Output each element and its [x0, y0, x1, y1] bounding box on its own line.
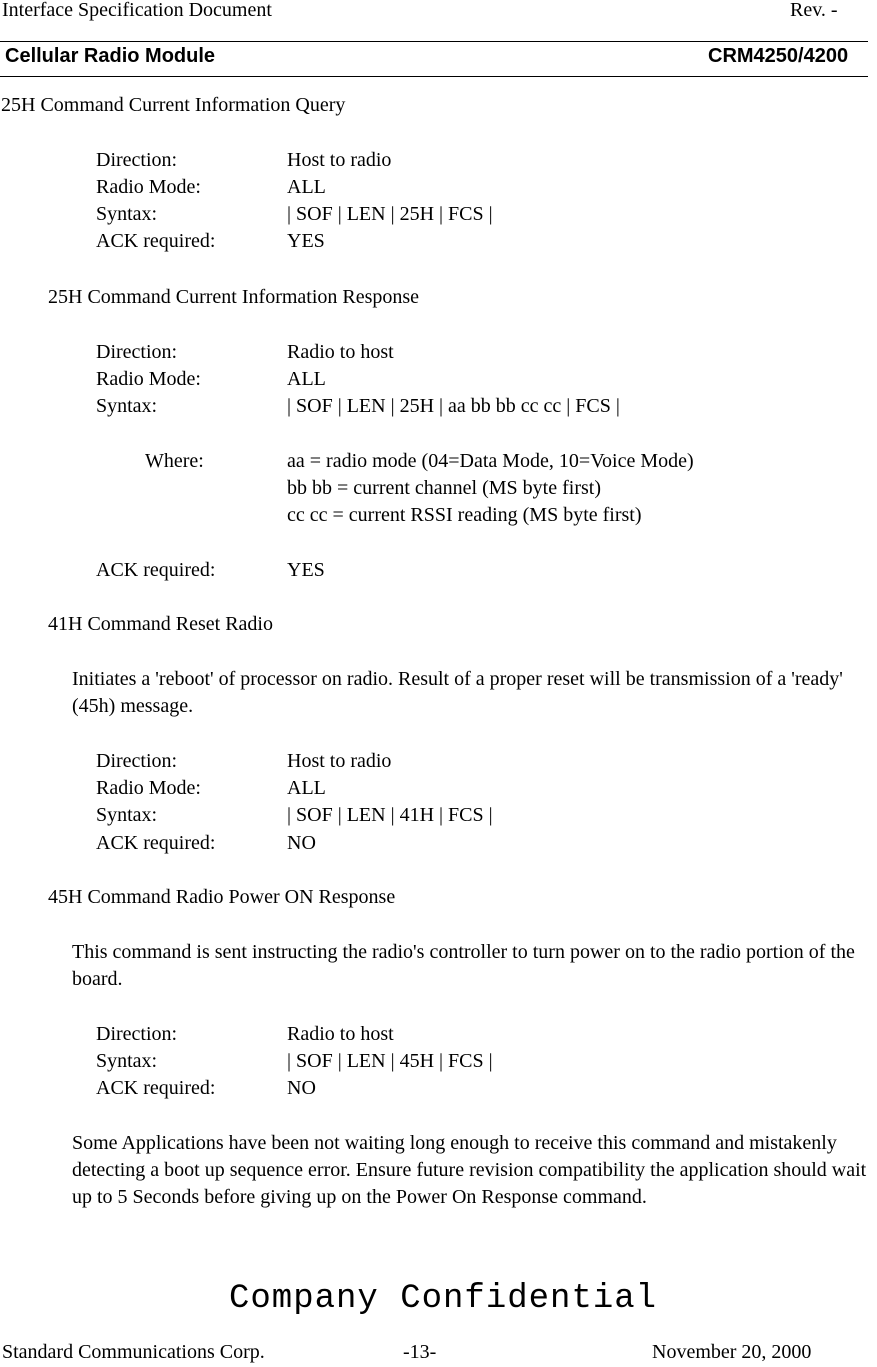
label-ack-required: ACK required: [96, 832, 216, 854]
footer-company: Standard Communications Corp. [2, 1341, 265, 1363]
label-direction: Direction: [96, 149, 178, 171]
document-title: Interface Specification Document [2, 0, 272, 21]
label-direction: Direction: [96, 341, 178, 363]
value-radio-mode: ALL [287, 176, 326, 198]
value-direction: Host to radio [287, 149, 392, 171]
section-note-45h: Some Applications have been not waiting long enough to receive this command and mistakenly detecting a boot up sequence error. Ensure future revision compatibility the application should wait up to 5 Seconds before giving up on the Power On Response command. [72, 1132, 867, 1208]
value-syntax: | SOF | LEN | 45H | FCS | [287, 1050, 493, 1072]
label-ack-required: ACK required: [96, 1077, 216, 1099]
revision-label: Rev. - [790, 0, 838, 21]
value-radio-mode: ALL [287, 368, 326, 390]
label-syntax: Syntax: [96, 203, 158, 225]
value-ack-required: NO [287, 832, 316, 854]
label-ack-required: ACK required: [96, 230, 216, 252]
header-rule-top [0, 41, 868, 42]
model-number: CRM4250/4200 [708, 45, 849, 67]
section-title-41h: 41H Command Reset Radio [48, 613, 273, 635]
confidential-watermark: Company Confidential [229, 1280, 658, 1318]
value-syntax: | SOF | LEN | 25H | FCS | [287, 203, 493, 225]
label-ack-required: ACK required: [96, 559, 216, 581]
value-ack-required: NO [287, 1077, 316, 1099]
label-direction: Direction: [96, 1023, 178, 1045]
value-syntax: | SOF | LEN | 41H | FCS | [287, 804, 493, 826]
footer-page-number: -13- [403, 1341, 437, 1363]
section-title-45h: 45H Command Radio Power ON Response [48, 886, 396, 908]
value-ack-required: YES [287, 559, 325, 581]
where-item: bb bb = current channel (MS byte first) [287, 477, 601, 499]
section-title-25h-response: 25H Command Current Information Response [48, 286, 420, 308]
footer-date: November 20, 2000 [652, 1341, 812, 1363]
label-radio-mode: Radio Mode: [96, 176, 201, 198]
label-where: Where: [145, 450, 204, 472]
where-item: cc cc = current RSSI reading (MS byte first) [287, 504, 642, 526]
value-radio-mode: ALL [287, 777, 326, 799]
label-syntax: Syntax: [96, 1050, 158, 1072]
header-rule-bottom [0, 76, 868, 77]
label-radio-mode: Radio Mode: [96, 368, 201, 390]
value-direction: Radio to host [287, 1023, 394, 1045]
section-description-41h: Initiates a 'reboot' of processor on radio. Result of a proper reset will be transmission of a 'ready' (45h) message. [72, 668, 843, 717]
where-item: aa = radio mode (04=Data Mode, 10=Voice Mode) [287, 450, 694, 472]
label-syntax: Syntax: [96, 395, 158, 417]
value-direction: Host to radio [287, 750, 392, 772]
section-title-25h-query: 25H Command Current Information Query [1, 94, 346, 116]
value-direction: Radio to host [287, 341, 394, 363]
value-ack-required: YES [287, 230, 325, 252]
module-name: Cellular Radio Module [5, 45, 216, 67]
value-syntax: | SOF | LEN | 25H | aa bb bb cc cc | FCS | [287, 395, 620, 417]
label-radio-mode: Radio Mode: [96, 777, 201, 799]
label-direction: Direction: [96, 750, 178, 772]
label-syntax: Syntax: [96, 804, 158, 826]
section-description-45h: This command is sent instructing the radio's controller to turn power on to the radio portion of the board. [72, 941, 855, 990]
